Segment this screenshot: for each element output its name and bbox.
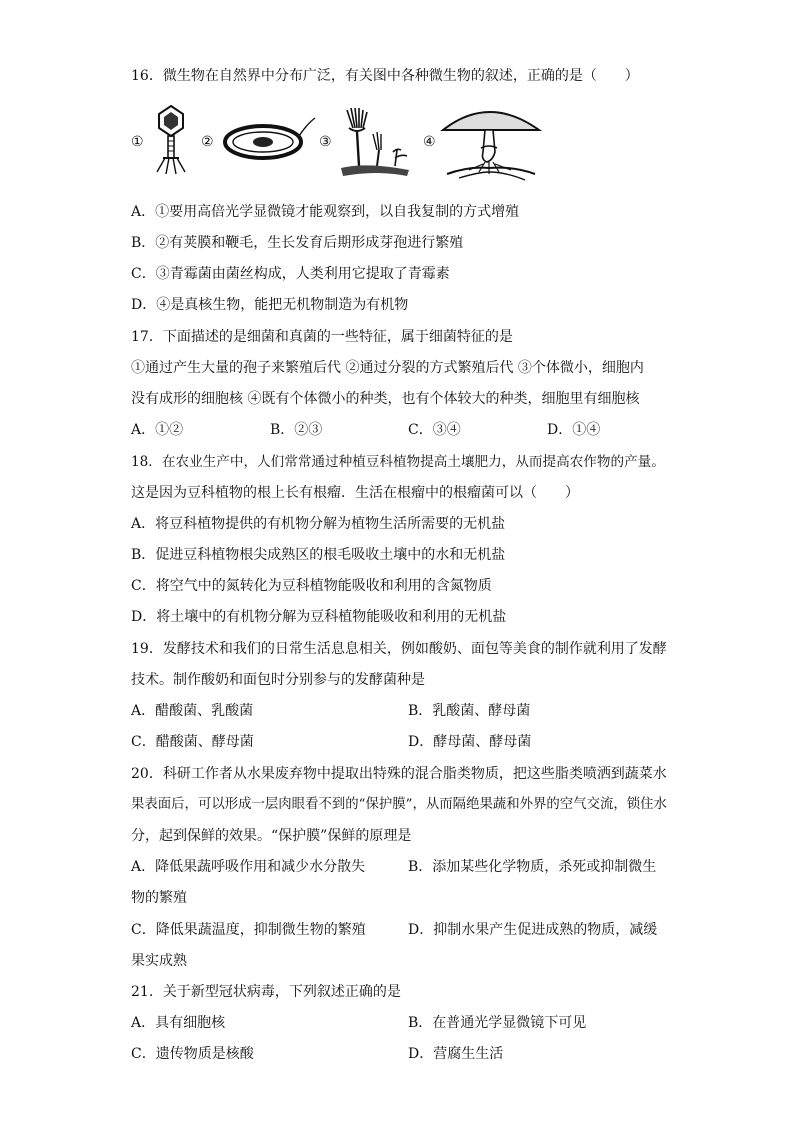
question-20-stem-line-1: 20．科研工作者从水果废弃物中提取出特殊的混合脂类物质，把这些脂类喷洒到蔬菜水 bbox=[131, 766, 667, 782]
question-16-option-b: B．②有荚膜和鞭毛，生长发育后期形成芽孢进行繁殖 bbox=[131, 235, 464, 251]
question-16-stem: 16．微生物在自然界中分布广泛，有关图中各种微生物的叙述，正确的是（ ） bbox=[131, 68, 639, 84]
question-16-option-d: D．④是真核生物，能把无机物制造为有机物 bbox=[131, 297, 409, 313]
question-19-option-b: B．乳酸菌、酵母菌 bbox=[408, 703, 531, 719]
question-17-option-c: C．③④ bbox=[408, 422, 461, 438]
question-20-option-a: A．降低果蔬呼吸作用和减少水分散失 bbox=[131, 859, 366, 875]
question-16-option-c: C．③青霉菌由菌丝构成，人类利用它提取了青霉素 bbox=[131, 266, 450, 282]
question-21-option-a: A．具有细胞核 bbox=[131, 1015, 226, 1031]
question-18-option-b: B．促进豆科植物根尖成熟区的根毛吸收土壤中的水和无机盐 bbox=[131, 547, 506, 563]
figure-label-4: ④ bbox=[423, 134, 436, 150]
question-17-option-a: A．①② bbox=[131, 422, 184, 438]
question-19-option-a: A．醋酸菌、乳酸菌 bbox=[131, 703, 254, 719]
virus-illustration bbox=[151, 104, 191, 176]
question-20-option-b-line-2: 物的繁殖 bbox=[131, 890, 187, 906]
microorganism-figure bbox=[131, 100, 541, 190]
question-18-option-d: D．将土壤中的有机物分解为豆科植物能吸收和利用的无机盐 bbox=[131, 609, 507, 625]
question-17-statements-line-2: 没有成形的细胞核 ④既有个体微小的种类，也有个体较大的种类，细胞里有细胞核 bbox=[131, 391, 640, 407]
figure-label-1: ① bbox=[131, 134, 144, 150]
question-18-stem-line-2: 这是因为豆科植物的根上长有根瘤．生活在根瘤中的根瘤菌可以（ ） bbox=[131, 485, 579, 501]
question-19-stem-line-2: 技术。制作酸奶和面包时分别参与的发酵菌种是 bbox=[131, 672, 425, 688]
question-21-option-c: C．遗传物质是核酸 bbox=[131, 1046, 254, 1062]
bacterium-illustration bbox=[219, 114, 319, 164]
question-20-option-d-line-1: D．抑制水果产生促进成熟的物质，减缓 bbox=[408, 922, 658, 938]
question-19-option-c: C．醋酸菌、酵母菌 bbox=[131, 734, 254, 750]
question-20-option-d-line-2: 果实成熟 bbox=[131, 953, 187, 969]
question-18-option-c: C．将空气中的氮转化为豆科植物能吸收和利用的含氮物质 bbox=[131, 578, 492, 594]
penicillium-illustration bbox=[337, 104, 417, 180]
question-21-stem: 21．关于新型冠状病毒，下列叙述正确的是 bbox=[131, 984, 401, 1000]
question-19-option-d: D．酵母菌、酵母菌 bbox=[408, 734, 532, 750]
question-21-option-b: B．在普通光学显微镜下可见 bbox=[408, 1015, 587, 1031]
question-21-option-d: D．营腐生生活 bbox=[408, 1046, 504, 1062]
question-17-option-b: B．②③ bbox=[270, 422, 323, 438]
question-19-stem-line-1: 19．发酵技术和我们的日常生活息息相关，例如酸奶、面包等美食的制作就利用了发酵 bbox=[131, 641, 667, 657]
question-20-stem-line-2: 果表面后，可以形成一层肉眼看不到的“保护膜”，从而隔绝果蔬和外界的空气交流，锁住水 bbox=[131, 797, 667, 812]
question-20-option-c: C．降低果蔬温度，抑制微生物的繁殖 bbox=[131, 922, 366, 938]
question-17-stem: 17．下面描述的是细菌和真菌的一些特征，属于细菌特征的是 bbox=[131, 329, 513, 345]
figure-label-3: ③ bbox=[319, 134, 332, 150]
figure-label-2: ② bbox=[201, 134, 214, 150]
question-18-stem-line-1: 18．在农业生产中，人们常常通过种植豆科植物提高土壤肥力，从而提高农作物的产量。 bbox=[131, 454, 665, 470]
question-20-stem-line-3: 分，起到保鲜的效果。“保护膜”保鲜的原理是 bbox=[131, 828, 412, 844]
question-16-option-a: A．①要用高倍光学显微镜才能观察到，以自我复制的方式增殖 bbox=[131, 204, 520, 220]
question-17-option-d: D．①④ bbox=[547, 422, 601, 438]
mushroom-illustration bbox=[439, 100, 543, 186]
question-17-statements-line-1: ①通过产生大量的孢子来繁殖后代 ②通过分裂的方式繁殖后代 ③个体微小，细胞内 bbox=[131, 360, 644, 376]
question-20-option-b-line-1: B．添加某些化学物质，杀死或抑制微生 bbox=[408, 859, 657, 875]
question-18-option-a: A．将豆科植物提供的有机物分解为植物生活所需要的无机盐 bbox=[131, 516, 506, 532]
